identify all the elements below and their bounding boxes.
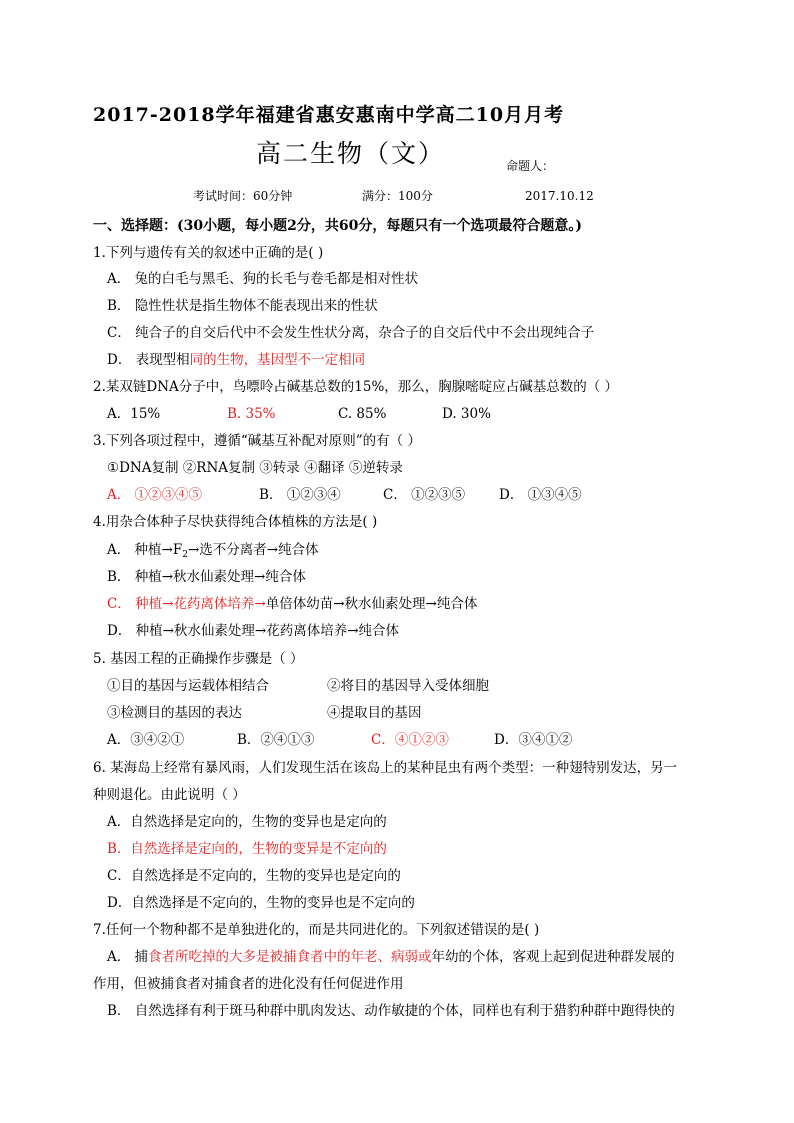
question-3-items: ①DNA复制 ②RNA复制 ③转录 ④翻译 ⑤逆转录 [107,460,403,476]
exam-title: 2017-2018学年福建省惠安惠南中学高二10月月考 [93,104,565,126]
question-3-option-a: A． ①②③④⑤ [107,487,203,503]
option-a-subscript: 2 [182,550,188,560]
question-5-stem: 5. 基因工程的正确操作步骤是（ ） [93,651,304,667]
question-1-option-c: C． 纯合子的自交后代中不会发生性状分离，杂合子的自交后代中不会出现纯合子 [107,325,595,341]
question-3-option-d: D． ①③④⑤ [499,487,582,503]
question-5-option-b: B．②④①③ [237,732,315,748]
full-score: 满分：100分 [362,189,433,203]
question-1-option-b: B． 隐性性状是指生物体不能表现出来的性状 [107,298,378,314]
question-2-option-c: C. 85% [338,406,387,422]
question-5-item-4: ④提取目的基因 [327,705,422,721]
question-5-item-1: ①目的基因与运载体相结合 [107,678,269,694]
question-7-option-b: B． 自然选择有利于斑马种群中肌肉发达、动作敏捷的个体，同样也有利于猎豹种群中跑得快的 [107,1003,675,1019]
option-a-post: 年幼的个体，客观上起到促进种群发展的 [431,949,675,965]
option-a-pre: A． 捕 [107,949,149,965]
option-a-post: →选不分离者→纯合体 [187,542,319,558]
question-1-option-a: A． 兔的白毛与黑毛、狗的长毛与卷毛都是相对性状 [107,271,419,287]
question-4-option-b: B． 种植→秋水仙素处理→纯合体 [107,569,306,585]
question-2-option-d: D. 30% [442,406,491,422]
question-2-stem: 2.某双链DNA分子中，鸟嘌呤占碱基总数的15%，那么，胸腺嘧啶应占碱基总数的（ ） [93,379,619,395]
question-6-option-c: C．自然选择是不定向的，生物的变异也是定向的 [107,868,401,884]
question-3-stem: 3.下列各项过程中，遵循“碱基互补配对原则”的有（ ） [93,433,421,449]
question-6-stem-line-1: 6. 某海岛上经常有暴风雨，人们发现生活在该岛上的某种昆虫有两个类型：一种翅特别发达，另一 [93,760,678,776]
question-4-option-a [107,541,319,559]
question-5-option-c: C．④①②③ [371,732,449,748]
option-c-text: 单倍体幼苗→秋水仙素处理→纯合体 [265,596,478,612]
option-d-text: D． 表现型相 [107,352,190,368]
question-1-option-d [107,351,365,369]
question-6-option-d: D．自然选择是不定向的，生物的变异也是不定向的 [107,895,415,911]
question-5-option-d: D．③④①② [494,732,573,748]
question-3-option-b: B． ①②③④ [259,487,341,503]
question-5-item-2: ②将目的基因导入受体细胞 [327,678,489,694]
option-c-highlight: C． 种植→花药离体培养→ [107,596,266,612]
question-7-stem: 7.任何一个物种都不是单独进化的，而是共同进化的。下列叙述错误的是( ) [93,922,540,938]
exam-time: 考试时间：60分钟 [193,189,293,203]
question-5-option-a: A．③④②① [107,732,185,748]
question-4-option-c [107,595,477,613]
author-label: 命题人： [506,159,555,173]
question-5-item-3: ③检测目的基因的表达 [107,705,242,721]
question-1-stem: 1.下列与遗传有关的叙述中正确的是( ) [93,245,324,261]
question-7-option-a [107,948,675,966]
option-d-highlight: 同的生物，基因型不一定相同 [189,352,366,368]
question-6-stem-line-2: 种则退化。由此说明（ ） [93,787,246,803]
question-2-option-b: B. 35% [227,406,276,422]
question-3-option-c: C． ①②③⑤ [383,487,466,503]
question-6-option-a: A．自然选择是定向的，生物的变异也是定向的 [107,814,387,830]
question-4-stem: 4.用杂合体种子尽快获得纯合体植株的方法是( ) [93,514,378,530]
option-a-pre: A． 种植→F [107,542,183,558]
question-4-option-d: D． 种植→秋水仙素处理→花药离体培养→纯合体 [107,623,400,639]
section-heading: 一、选择题：(30小题，每小题2分，共60分，每题只有一个选项最符合题意。) [93,218,582,234]
question-7-option-a-line-2: 作用，但被捕食者对捕食者的进化没有任何促进作用 [93,976,404,992]
exam-subtitle: 高二生物（文） [256,139,446,168]
option-a-highlight: 食者所吃掉的大多是被捕食者中的年老、病弱或 [148,949,432,965]
question-2-option-a: A．15% [107,406,161,422]
question-6-option-b: B．自然选择是定向的，生物的变异是不定向的 [107,841,387,857]
exam-date: 2017.10.12 [525,189,594,203]
